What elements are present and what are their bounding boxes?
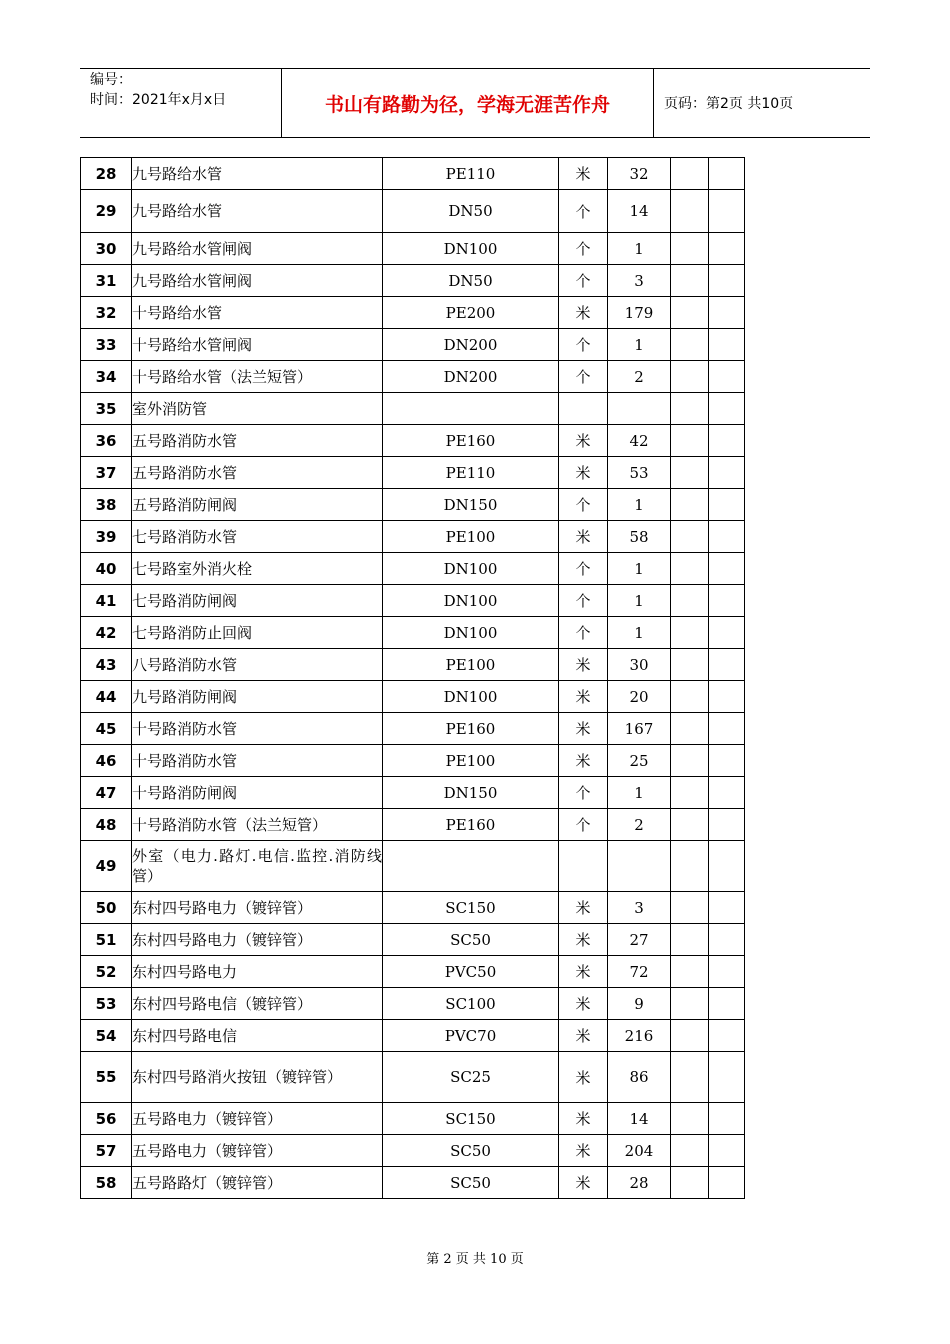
item-quantity: 167	[608, 713, 671, 745]
item-name: 十号路消防水管	[132, 745, 383, 777]
row-number: 47	[81, 777, 132, 809]
row-number: 53	[81, 988, 132, 1020]
item-unit: 米	[559, 745, 608, 777]
item-spec: DN100	[383, 617, 559, 649]
item-spec: DN100	[383, 233, 559, 265]
row-number: 54	[81, 1020, 132, 1052]
item-quantity: 27	[608, 924, 671, 956]
blank-cell	[709, 1167, 745, 1199]
item-unit: 米	[559, 892, 608, 924]
table-row	[81, 892, 745, 924]
item-name: 十号路给水管	[132, 297, 383, 329]
item-unit: 个	[559, 617, 608, 649]
blank-cell	[671, 553, 709, 585]
item-spec: PE110	[383, 457, 559, 489]
item-name: 外室（电力.路灯.电信.监控.消防线管）	[132, 841, 383, 892]
item-name: 室外消防管	[132, 393, 383, 425]
blank-cell	[671, 681, 709, 713]
item-spec: PE110	[383, 158, 559, 190]
row-number: 37	[81, 457, 132, 489]
row-number: 28	[81, 158, 132, 190]
blank-cell	[709, 617, 745, 649]
item-name: 十号路消防闸阀	[132, 777, 383, 809]
item-name: 东村四号路电力（镀锌管）	[132, 892, 383, 924]
row-number: 41	[81, 585, 132, 617]
table-row	[81, 489, 745, 521]
row-number: 38	[81, 489, 132, 521]
blank-cell	[671, 649, 709, 681]
table-row	[81, 1135, 745, 1167]
item-unit: 米	[559, 1052, 608, 1103]
item-spec	[383, 841, 559, 892]
item-quantity: 25	[608, 745, 671, 777]
row-number: 58	[81, 1167, 132, 1199]
blank-cell	[671, 585, 709, 617]
item-unit: 米	[559, 1103, 608, 1135]
row-number: 57	[81, 1135, 132, 1167]
item-name: 九号路给水管闸阀	[132, 233, 383, 265]
item-spec: DN100	[383, 681, 559, 713]
row-number: 35	[81, 393, 132, 425]
item-quantity	[608, 841, 671, 892]
item-spec: PVC70	[383, 1020, 559, 1052]
blank-cell	[671, 1052, 709, 1103]
item-spec: PVC50	[383, 956, 559, 988]
item-unit: 米	[559, 425, 608, 457]
item-spec: DN200	[383, 329, 559, 361]
blank-cell	[709, 457, 745, 489]
blank-cell	[671, 841, 709, 892]
header-motto: 书山有路勤为径，学海无涯苦作舟	[282, 69, 654, 137]
blank-cell	[709, 553, 745, 585]
table-row	[81, 1020, 745, 1052]
blank-cell	[709, 297, 745, 329]
item-spec: PE200	[383, 297, 559, 329]
blank-cell	[671, 297, 709, 329]
row-number: 55	[81, 1052, 132, 1103]
blank-cell	[671, 809, 709, 841]
blank-cell	[709, 777, 745, 809]
item-spec: PE100	[383, 745, 559, 777]
item-quantity: 20	[608, 681, 671, 713]
item-quantity: 3	[608, 265, 671, 297]
row-number: 40	[81, 553, 132, 585]
blank-cell	[671, 393, 709, 425]
item-name: 东村四号路消火按钮（镀锌管）	[132, 1052, 383, 1103]
row-number: 46	[81, 745, 132, 777]
item-quantity: 2	[608, 361, 671, 393]
item-unit: 米	[559, 158, 608, 190]
item-unit: 米	[559, 713, 608, 745]
item-quantity: 58	[608, 521, 671, 553]
item-spec: DN150	[383, 489, 559, 521]
row-number: 45	[81, 713, 132, 745]
blank-cell	[671, 158, 709, 190]
item-quantity: 3	[608, 892, 671, 924]
row-number: 33	[81, 329, 132, 361]
blank-cell	[671, 190, 709, 233]
row-number: 29	[81, 190, 132, 233]
item-name: 九号路给水管闸阀	[132, 265, 383, 297]
blank-cell	[671, 956, 709, 988]
item-unit: 个	[559, 190, 608, 233]
item-spec: SC100	[383, 988, 559, 1020]
item-spec: DN50	[383, 265, 559, 297]
table-row	[81, 841, 745, 892]
item-name: 五号路电力（镀锌管）	[132, 1135, 383, 1167]
table-row	[81, 956, 745, 988]
row-number: 30	[81, 233, 132, 265]
item-unit: 米	[559, 956, 608, 988]
row-number: 42	[81, 617, 132, 649]
blank-cell	[671, 233, 709, 265]
table-row	[81, 233, 745, 265]
table-row	[81, 1052, 745, 1103]
item-name: 五号路电力（镀锌管）	[132, 1103, 383, 1135]
item-quantity: 1	[608, 553, 671, 585]
table-row	[81, 809, 745, 841]
item-quantity: 1	[608, 777, 671, 809]
blank-cell	[671, 1103, 709, 1135]
item-name: 东村四号路电信（镀锌管）	[132, 988, 383, 1020]
table-row	[81, 617, 745, 649]
blank-cell	[671, 924, 709, 956]
item-quantity: 14	[608, 1103, 671, 1135]
item-unit: 米	[559, 1135, 608, 1167]
item-unit: 米	[559, 457, 608, 489]
blank-cell	[671, 617, 709, 649]
item-name: 东村四号路电信	[132, 1020, 383, 1052]
item-unit: 个	[559, 233, 608, 265]
item-unit: 个	[559, 489, 608, 521]
table-row	[81, 585, 745, 617]
item-quantity	[608, 393, 671, 425]
item-spec: PE160	[383, 809, 559, 841]
blank-cell	[671, 1167, 709, 1199]
row-number: 36	[81, 425, 132, 457]
table-row	[81, 713, 745, 745]
row-number: 32	[81, 297, 132, 329]
item-name: 东村四号路电力（镀锌管）	[132, 924, 383, 956]
item-quantity: 53	[608, 457, 671, 489]
item-unit: 米	[559, 1167, 608, 1199]
table-row	[81, 777, 745, 809]
item-spec: PE160	[383, 425, 559, 457]
item-name: 十号路给水管闸阀	[132, 329, 383, 361]
item-name: 五号路消防水管	[132, 457, 383, 489]
blank-cell	[671, 489, 709, 521]
item-quantity: 28	[608, 1167, 671, 1199]
item-quantity: 1	[608, 585, 671, 617]
row-number: 31	[81, 265, 132, 297]
table-row	[81, 1103, 745, 1135]
materials-table	[80, 157, 745, 1199]
table-row	[81, 265, 745, 297]
blank-cell	[709, 956, 745, 988]
table-row	[81, 393, 745, 425]
table-row	[81, 745, 745, 777]
item-unit: 米	[559, 924, 608, 956]
item-quantity: 2	[608, 809, 671, 841]
row-number: 43	[81, 649, 132, 681]
item-name: 五号路路灯（镀锌管）	[132, 1167, 383, 1199]
item-quantity: 1	[608, 329, 671, 361]
table-row	[81, 1167, 745, 1199]
row-number: 48	[81, 809, 132, 841]
item-unit	[559, 393, 608, 425]
blank-cell	[709, 361, 745, 393]
item-name: 九号路消防闸阀	[132, 681, 383, 713]
item-name: 七号路室外消火栓	[132, 553, 383, 585]
table-row	[81, 425, 745, 457]
header-meta	[80, 69, 282, 137]
blank-cell	[709, 190, 745, 233]
table-row	[81, 297, 745, 329]
blank-cell	[709, 1052, 745, 1103]
item-quantity: 32	[608, 158, 671, 190]
item-spec: SC50	[383, 1167, 559, 1199]
item-unit: 个	[559, 553, 608, 585]
item-name: 十号路给水管（法兰短管）	[132, 361, 383, 393]
item-quantity: 1	[608, 489, 671, 521]
item-unit	[559, 841, 608, 892]
table-row	[81, 649, 745, 681]
blank-cell	[709, 489, 745, 521]
blank-cell	[709, 924, 745, 956]
blank-cell	[671, 745, 709, 777]
item-spec: PE160	[383, 713, 559, 745]
blank-cell	[671, 425, 709, 457]
blank-cell	[709, 158, 745, 190]
item-quantity: 216	[608, 1020, 671, 1052]
row-number: 39	[81, 521, 132, 553]
blank-cell	[671, 521, 709, 553]
row-number: 56	[81, 1103, 132, 1135]
item-spec: SC150	[383, 1103, 559, 1135]
item-unit: 个	[559, 265, 608, 297]
item-unit: 米	[559, 988, 608, 1020]
item-name: 五号路消防闸阀	[132, 489, 383, 521]
table-row	[81, 361, 745, 393]
item-name: 七号路消防止回阀	[132, 617, 383, 649]
item-spec: DN150	[383, 777, 559, 809]
item-name: 五号路消防水管	[132, 425, 383, 457]
item-spec	[383, 393, 559, 425]
blank-cell	[671, 457, 709, 489]
blank-cell	[709, 329, 745, 361]
item-quantity: 86	[608, 1052, 671, 1103]
item-quantity: 72	[608, 956, 671, 988]
item-name: 八号路消防水管	[132, 649, 383, 681]
item-spec: SC25	[383, 1052, 559, 1103]
item-quantity: 9	[608, 988, 671, 1020]
table-row	[81, 924, 745, 956]
item-quantity: 14	[608, 190, 671, 233]
blank-cell	[709, 745, 745, 777]
table-row	[81, 158, 745, 190]
blank-cell	[709, 233, 745, 265]
blank-cell	[709, 809, 745, 841]
blank-cell	[671, 1020, 709, 1052]
row-number: 50	[81, 892, 132, 924]
table-row	[81, 457, 745, 489]
item-quantity: 179	[608, 297, 671, 329]
table-body	[81, 158, 745, 1199]
blank-cell	[709, 521, 745, 553]
item-name: 七号路消防闸阀	[132, 585, 383, 617]
table-row	[81, 190, 745, 233]
item-unit: 个	[559, 361, 608, 393]
blank-cell	[671, 265, 709, 297]
time-label: 时间：2021年x月x日	[90, 92, 227, 108]
item-quantity: 204	[608, 1135, 671, 1167]
item-unit: 个	[559, 329, 608, 361]
blank-cell	[709, 892, 745, 924]
table-row	[81, 553, 745, 585]
table-row	[81, 988, 745, 1020]
blank-cell	[671, 777, 709, 809]
blank-cell	[709, 393, 745, 425]
blank-cell	[709, 1020, 745, 1052]
page-header	[80, 68, 870, 138]
blank-cell	[671, 988, 709, 1020]
item-unit: 米	[559, 681, 608, 713]
item-unit: 个	[559, 777, 608, 809]
item-quantity: 1	[608, 617, 671, 649]
item-spec: SC50	[383, 924, 559, 956]
table-row	[81, 329, 745, 361]
item-unit: 米	[559, 521, 608, 553]
blank-cell	[709, 841, 745, 892]
item-quantity: 30	[608, 649, 671, 681]
item-name: 十号路消防水管	[132, 713, 383, 745]
table-row	[81, 521, 745, 553]
blank-cell	[709, 988, 745, 1020]
row-number: 44	[81, 681, 132, 713]
item-unit: 米	[559, 649, 608, 681]
blank-cell	[671, 713, 709, 745]
blank-cell	[709, 681, 745, 713]
item-spec: SC50	[383, 1135, 559, 1167]
item-unit: 米	[559, 297, 608, 329]
item-unit: 个	[559, 809, 608, 841]
blank-cell	[709, 265, 745, 297]
item-spec: PE100	[383, 521, 559, 553]
blank-cell	[709, 425, 745, 457]
table-row	[81, 681, 745, 713]
row-number: 51	[81, 924, 132, 956]
item-name: 东村四号路电力	[132, 956, 383, 988]
blank-cell	[671, 1135, 709, 1167]
header-page-label: 页码：第2页 共10页	[664, 96, 794, 112]
item-name: 十号路消防水管（法兰短管）	[132, 809, 383, 841]
item-quantity: 42	[608, 425, 671, 457]
item-unit: 个	[559, 585, 608, 617]
item-spec: DN50	[383, 190, 559, 233]
blank-cell	[709, 1103, 745, 1135]
item-spec: SC150	[383, 892, 559, 924]
blank-cell	[671, 361, 709, 393]
row-number: 52	[81, 956, 132, 988]
row-number: 49	[81, 841, 132, 892]
code-label: 编号：	[90, 72, 132, 88]
item-name: 九号路给水管	[132, 158, 383, 190]
item-unit: 米	[559, 1020, 608, 1052]
blank-cell	[709, 1135, 745, 1167]
blank-cell	[671, 892, 709, 924]
item-spec: DN200	[383, 361, 559, 393]
blank-cell	[709, 649, 745, 681]
blank-cell	[709, 713, 745, 745]
item-name: 九号路给水管	[132, 190, 383, 233]
item-quantity: 1	[608, 233, 671, 265]
blank-cell	[671, 329, 709, 361]
item-name: 七号路消防水管	[132, 521, 383, 553]
item-spec: DN100	[383, 553, 559, 585]
item-spec: DN100	[383, 585, 559, 617]
blank-cell	[709, 585, 745, 617]
row-number: 34	[81, 361, 132, 393]
page-footer: 第 2 页 共 10 页	[426, 1252, 524, 1267]
item-spec: PE100	[383, 649, 559, 681]
